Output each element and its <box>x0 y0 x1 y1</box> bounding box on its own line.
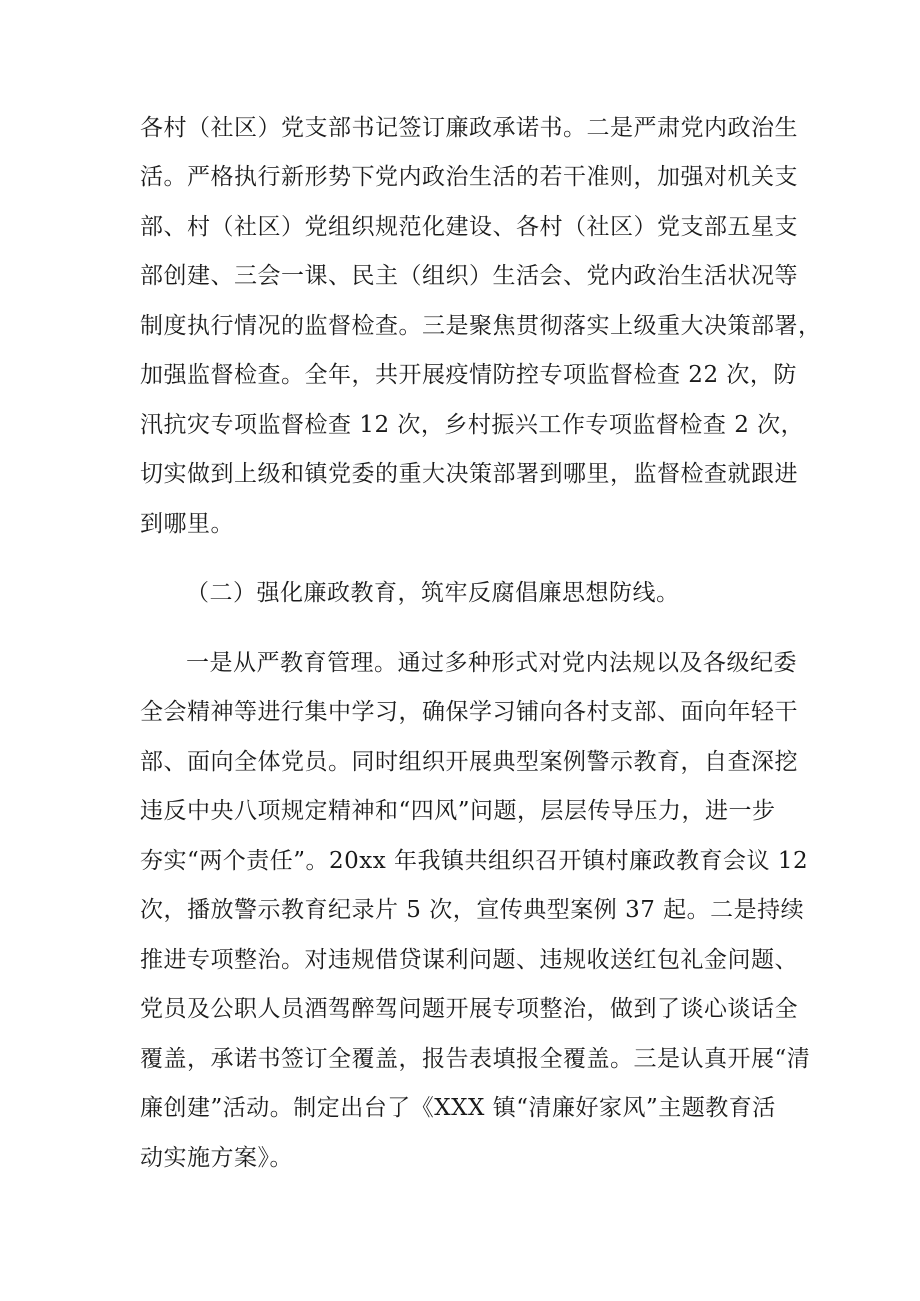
paragraph-line: 廉创建”活动。制定出台了《XXX 镇“清廉好家风”主题教育活 <box>140 1095 776 1121</box>
paragraph-line: 到哪里。 <box>140 511 234 537</box>
paragraph-line: 次，播放警示教育纪录片 5 次，宣传典型案例 37 起。二是持续 <box>140 897 805 923</box>
paragraph-line: 制度执行情况的监督检查。三是聚焦贯彻落实上级重大决策部署， <box>140 313 822 339</box>
paragraph-line: 部、村（社区）党组织规范化建设、各村（社区）党支部五星支 <box>140 214 798 240</box>
section-heading: （二）强化廉政教育，筑牢反腐倡廉思想防线。 <box>186 580 680 606</box>
paragraph-line: 夯实“两个责任”。20xx 年我镇共组织召开镇村廉政教育会议 12 <box>140 848 809 874</box>
paragraph-line: 汛抗灾专项监督检查 12 次，乡村振兴工作专项监督检查 2 次， <box>140 412 805 438</box>
paragraph-line: 切实做到上级和镇党委的重大决策部署到哪里，监督检查就跟进 <box>140 461 798 487</box>
paragraph-line: 一是从严教育管理。通过多种形式对党内法规以及各级纪委 <box>186 650 797 676</box>
paragraph-line: 活。严格执行新形势下党内政治生活的若干准则，加强对机关支 <box>140 164 798 190</box>
paragraph-line: 推进专项整治。对违规借贷谋利问题、违规收送红包礼金问题、 <box>140 947 798 973</box>
paragraph-line: 加强监督检查。全年，共开展疫情防控专项监督检查 22 次，防 <box>140 362 797 388</box>
paragraph-line: 全会精神等进行集中学习，确保学习铺向各村支部、面向年轻干 <box>140 699 798 725</box>
paragraph-line: 覆盖，承诺书签订全覆盖，报告表填报全覆盖。三是认真开展“清 <box>140 1046 811 1072</box>
paragraph-line: 部创建、三会一课、民主（组织）生活会、党内政治生活状况等 <box>140 263 798 289</box>
paragraph-line: 动实施方案》。 <box>140 1145 293 1171</box>
paragraph-line: 违反中央八项规定精神和“四风”问题，层层传导压力，进一步 <box>140 798 776 824</box>
paragraph-line: 各村（社区）党支部书记签订廉政承诺书。二是严肃党内政治生 <box>140 115 798 141</box>
paragraph-line: 党员及公职人员酒驾醉驾问题开展专项整治，做到了谈心谈话全 <box>140 996 798 1022</box>
paragraph-line: 部、面向全体党员。同时组织开展典型案例警示教育，自查深挖 <box>140 749 798 775</box>
